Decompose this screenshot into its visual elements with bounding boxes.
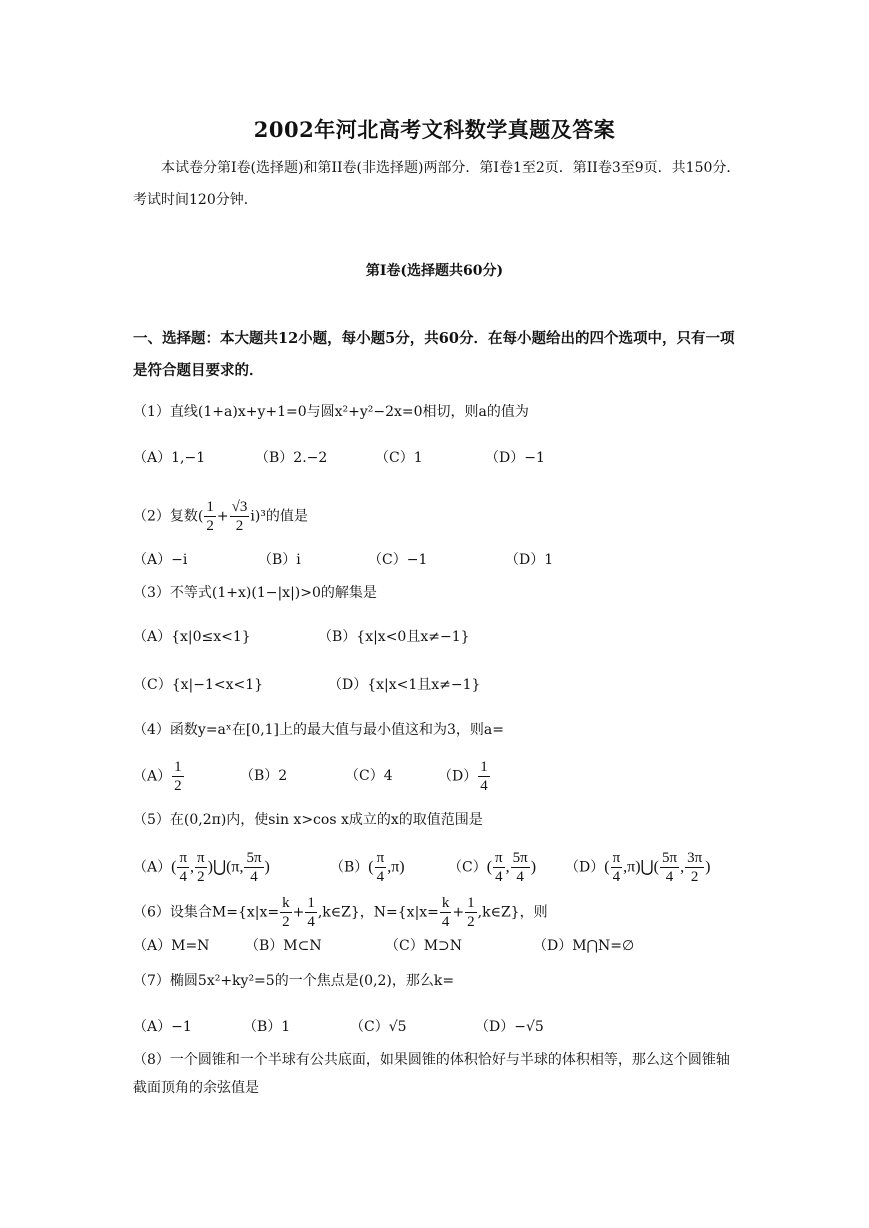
q4-d-num: 1 [480,759,488,775]
q5-c-label: （C） [448,859,487,876]
q1-option-d: （D）−1 [485,450,545,466]
q4-d-den: 4 [480,778,488,794]
q5-option-c [448,849,536,886]
q6-m1-num: k [282,895,290,911]
q5-option-d [565,849,710,886]
q4-option-d [438,758,491,795]
q5-d-f1-den: 4 [612,869,621,885]
q5-b-label: （B） [330,859,369,876]
q5-d-f2-den: 4 [665,869,674,885]
q2-plus: + [216,508,229,525]
question-8-stem: （8）一个圆锥和一个半球有公共底面，如果圆锥的体积恰好与半球的体积相等，那么这个圆锥轴截面顶角的余弦值是 [133,1052,730,1096]
q7-option-d: （D）−√5 [475,1019,544,1035]
q6-n1-num: k [441,895,450,911]
q5-d-f3-num: 3π [687,850,703,866]
q5-a-f3-den: 4 [250,869,258,885]
q6-plus-1: + [292,904,305,921]
section-heading: 一、选择题：本大题共12小题，每小题5分，共60分．在每小题给出的四个选项中，只有一项是符合题目要求的． [133,330,735,379]
part-heading: 第Ⅰ卷(选择题共60分) [365,263,504,279]
question-7-stem: （7）椭圆5x²+ky²=5的一个焦点是(0,2)，那么k= [133,973,455,989]
q2-fraction-2 [230,498,250,535]
q5-a-f2-num: π [197,850,205,866]
q4-option-b: （B）2 [240,768,288,784]
question-5-stem: （5）在(0,2π)内，使sin x>cos x成立的x的取值范围是 [133,812,483,828]
q5-option-b [330,849,405,886]
q6-n-frac1 [440,894,452,931]
q5-d-f3-den: 2 [690,869,699,885]
q4-option-d-fraction [478,758,490,795]
q2-f1-den: 2 [206,518,214,534]
q5-c-frac2 [511,849,530,886]
q5-a-frac3 [244,849,263,886]
q4-option-a-label: （A） [133,768,172,785]
q2-stem-suffix: i)³的值是 [250,508,308,525]
q5-b-f1-num: π [376,850,385,866]
q5-a-f1-num: π [179,850,188,866]
q1-option-b: （B）2.−2 [255,450,328,466]
q6-n1-den: 4 [441,914,450,930]
q6-m-frac2 [305,894,317,931]
q5-c-f1-num: π [495,850,503,866]
q5-d-label: （D） [565,859,605,876]
q5-a-close-union: ) [207,858,213,876]
q6-plus-2: + [452,904,465,921]
q6-option-b: （B）M⊂N [245,938,322,954]
q5-d-mid: ,π)⋃( [623,858,659,876]
q5-a-f2-den: 2 [197,869,205,885]
q5-c-open: ( [486,858,493,876]
q6-n2-num: 1 [467,895,475,911]
q5-a-label: （A） [133,859,172,876]
q2-f2-den: 2 [235,518,244,534]
q6-option-a: （A）M=N [133,938,210,954]
q5-d-frac1 [611,849,623,886]
q5-c-f2-num: 5π [512,850,528,866]
question-4-stem: （4）函数y=aˣ在[0,1]上的最大值与最小值这和为3，则a= [133,722,504,738]
q5-b-tail: ,π) [387,858,405,876]
q5-d-f1-num: π [612,850,621,866]
q7-option-c: （C）√5 [350,1019,407,1035]
question-3-stem: （3）不等式(1+x)(1−|x|)>0的解集是 [133,585,377,601]
q2-f1-num: 1 [206,499,214,515]
q5-a-frac2 [195,849,207,886]
q3-option-a: （A）{x|0≤x<1} [133,629,251,645]
q5-d-close: ) [705,858,711,876]
q5-c-close: ) [530,858,537,876]
q3-option-d: （D）{x|x<1且x≠−1} [328,677,481,693]
exam-intro: 本试卷分第Ⅰ卷(选择题)和第II卷(非选择题)两部分．第Ⅰ卷1至2页．第II卷3至9页．共150分．考试时间120分钟． [133,160,741,208]
document-title: 2002年河北高考文科数学真题及答案 [253,117,616,142]
q2-option-b: （B）i [258,552,301,568]
q5-a-mid: ⋃(π, [212,858,244,876]
q5-b-f1-den: 4 [376,869,385,885]
q1-option-a: （A）1,−1 [133,450,206,466]
q5-b-frac1 [375,849,387,886]
q6-n2-den: 2 [467,914,475,930]
q3-option-c: （C）{x|−1<x<1} [133,677,264,693]
q5-a-comma: , [190,858,195,876]
q4-a-num: 1 [174,759,182,775]
q4-option-a [133,758,185,795]
q6-n-frac2 [465,894,477,931]
q5-d-frac3 [685,849,704,886]
q1-option-c: （C）1 [375,450,423,466]
q5-a-frac1 [177,849,189,886]
q6-stem-a: （6）设集合M={x|x= [133,904,280,921]
q6-m2-num: 1 [307,895,315,911]
q5-d-f2-num: 5π [662,850,678,866]
q4-a-den: 2 [174,778,182,794]
q4-option-a-fraction [172,758,184,795]
q7-option-b: （B）1 [243,1019,291,1035]
q2-option-c: （C）−1 [368,552,428,568]
q5-d-frac2 [660,849,679,886]
q6-m2-den: 4 [307,914,315,930]
q2-option-d: （D）1 [505,552,554,568]
q6-option-d: （D）M⋂N=∅ [533,938,635,954]
question-6-stem [133,894,548,931]
q5-b-open: ( [368,858,374,876]
q6-stem-c: ,k∈Z}，则 [477,904,548,921]
q5-c-comma: , [505,858,510,876]
q5-c-frac1 [493,849,505,886]
q7-option-a: （A）−1 [133,1019,192,1035]
q5-a-f1-den: 4 [179,869,187,885]
q2-stem-prefix: （2）复数( [133,508,204,525]
question-2-stem [133,498,308,535]
q5-option-a [133,849,270,886]
q5-c-f2-den: 4 [516,869,524,885]
q4-option-c: （C）4 [345,768,393,784]
q5-a-close: ) [264,858,270,876]
q3-option-b: （B）{x|x<0且x≠−1} [318,629,470,645]
q5-a-f3-num: 5π [246,850,262,866]
q6-stem-b: ,k∈Z}，N={x|x= [317,904,439,921]
q4-option-d-label: （D） [438,768,478,785]
q6-option-c: （C）M⊃N [385,938,463,954]
q5-a-open: ( [171,858,177,876]
q2-f2-num: √3 [231,499,248,515]
q5-c-f1-den: 4 [495,869,503,885]
q6-m-frac1 [280,894,292,931]
q5-d-comma: , [680,858,685,876]
q5-d-open: ( [604,858,610,876]
q6-m1-den: 2 [282,914,290,930]
q2-option-a: （A）−i [133,552,188,568]
question-1-stem: （1）直线(1+a)x+y+1=0与圆x²+y²−2x=0相切，则a的值为 [133,404,529,420]
q2-fraction-1 [204,498,216,535]
